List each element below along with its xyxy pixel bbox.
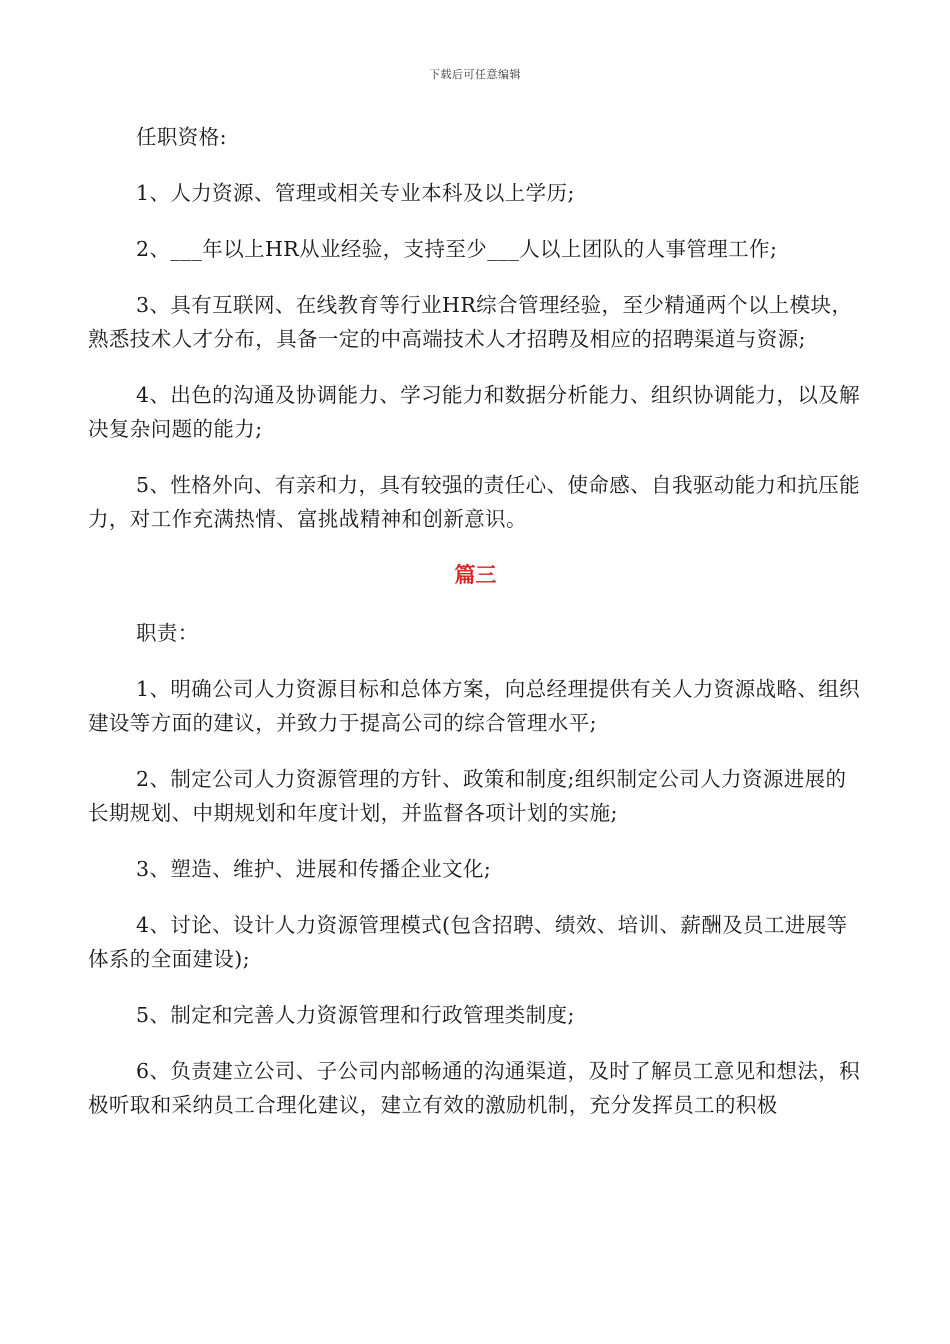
duty-item: 1、明确公司人力资源目标和总体方案，向总经理提供有关人力资源战略、组织建设等方面的建议，并致力于提高公司的综合管理水平; [88, 677, 861, 735]
duty-item: 4、讨论、设计人力资源管理模式(包含招聘、绩效、培训、薪酬及员工进展等体系的全面建设); [88, 913, 848, 971]
duties-heading: 职责： [136, 621, 199, 645]
duty-item: 5、制定和完善人力资源管理和行政管理类制度; [136, 1003, 575, 1027]
qualification-item: 3、具有互联网、在线教育等行业HR综合管理经验，至少精通两个以上模块，熟悉技术人才分布，具备一定的中高端技术人才招聘及相应的招聘渠道与资源; [88, 293, 853, 351]
section-title: 篇三 [454, 563, 497, 587]
qualifications-heading: 任职资格: [136, 125, 227, 149]
header-note: 下载后可任意编辑 [429, 68, 521, 81]
qualification-item: 5、性格外向、有亲和力，具有较强的责任心、使命感、自我驱动能力和抗压能力，对工作充满热情、富挑战精神和创新意识。 [88, 473, 861, 531]
duty-item: 2、制定公司人力资源管理的方针、政策和制度;组织制定公司人力资源进展的长期规划、中期规划和年度计划，并监督各项计划的实施; [88, 767, 847, 825]
qualification-item: 2、___年以上HR从业经验，支持至少___人以上团队的人事管理工作; [136, 237, 778, 261]
qualification-item: 4、出色的沟通及协调能力、学习能力和数据分析能力、组织协调能力，以及解决复杂问题的能力; [88, 383, 861, 441]
document-body [88, 120, 863, 1144]
duty-item: 3、塑造、维护、进展和传播企业文化; [136, 857, 492, 881]
qualification-item: 1、人力资源、管理或相关专业本科及以上学历; [136, 181, 575, 205]
duty-item: 6、负责建立公司、子公司内部畅通的沟通渠道，及时了解员工意见和想法，积极听取和采纳员工合理化建议，建立有效的激励机制，充分发挥员工的积极 [88, 1059, 861, 1117]
